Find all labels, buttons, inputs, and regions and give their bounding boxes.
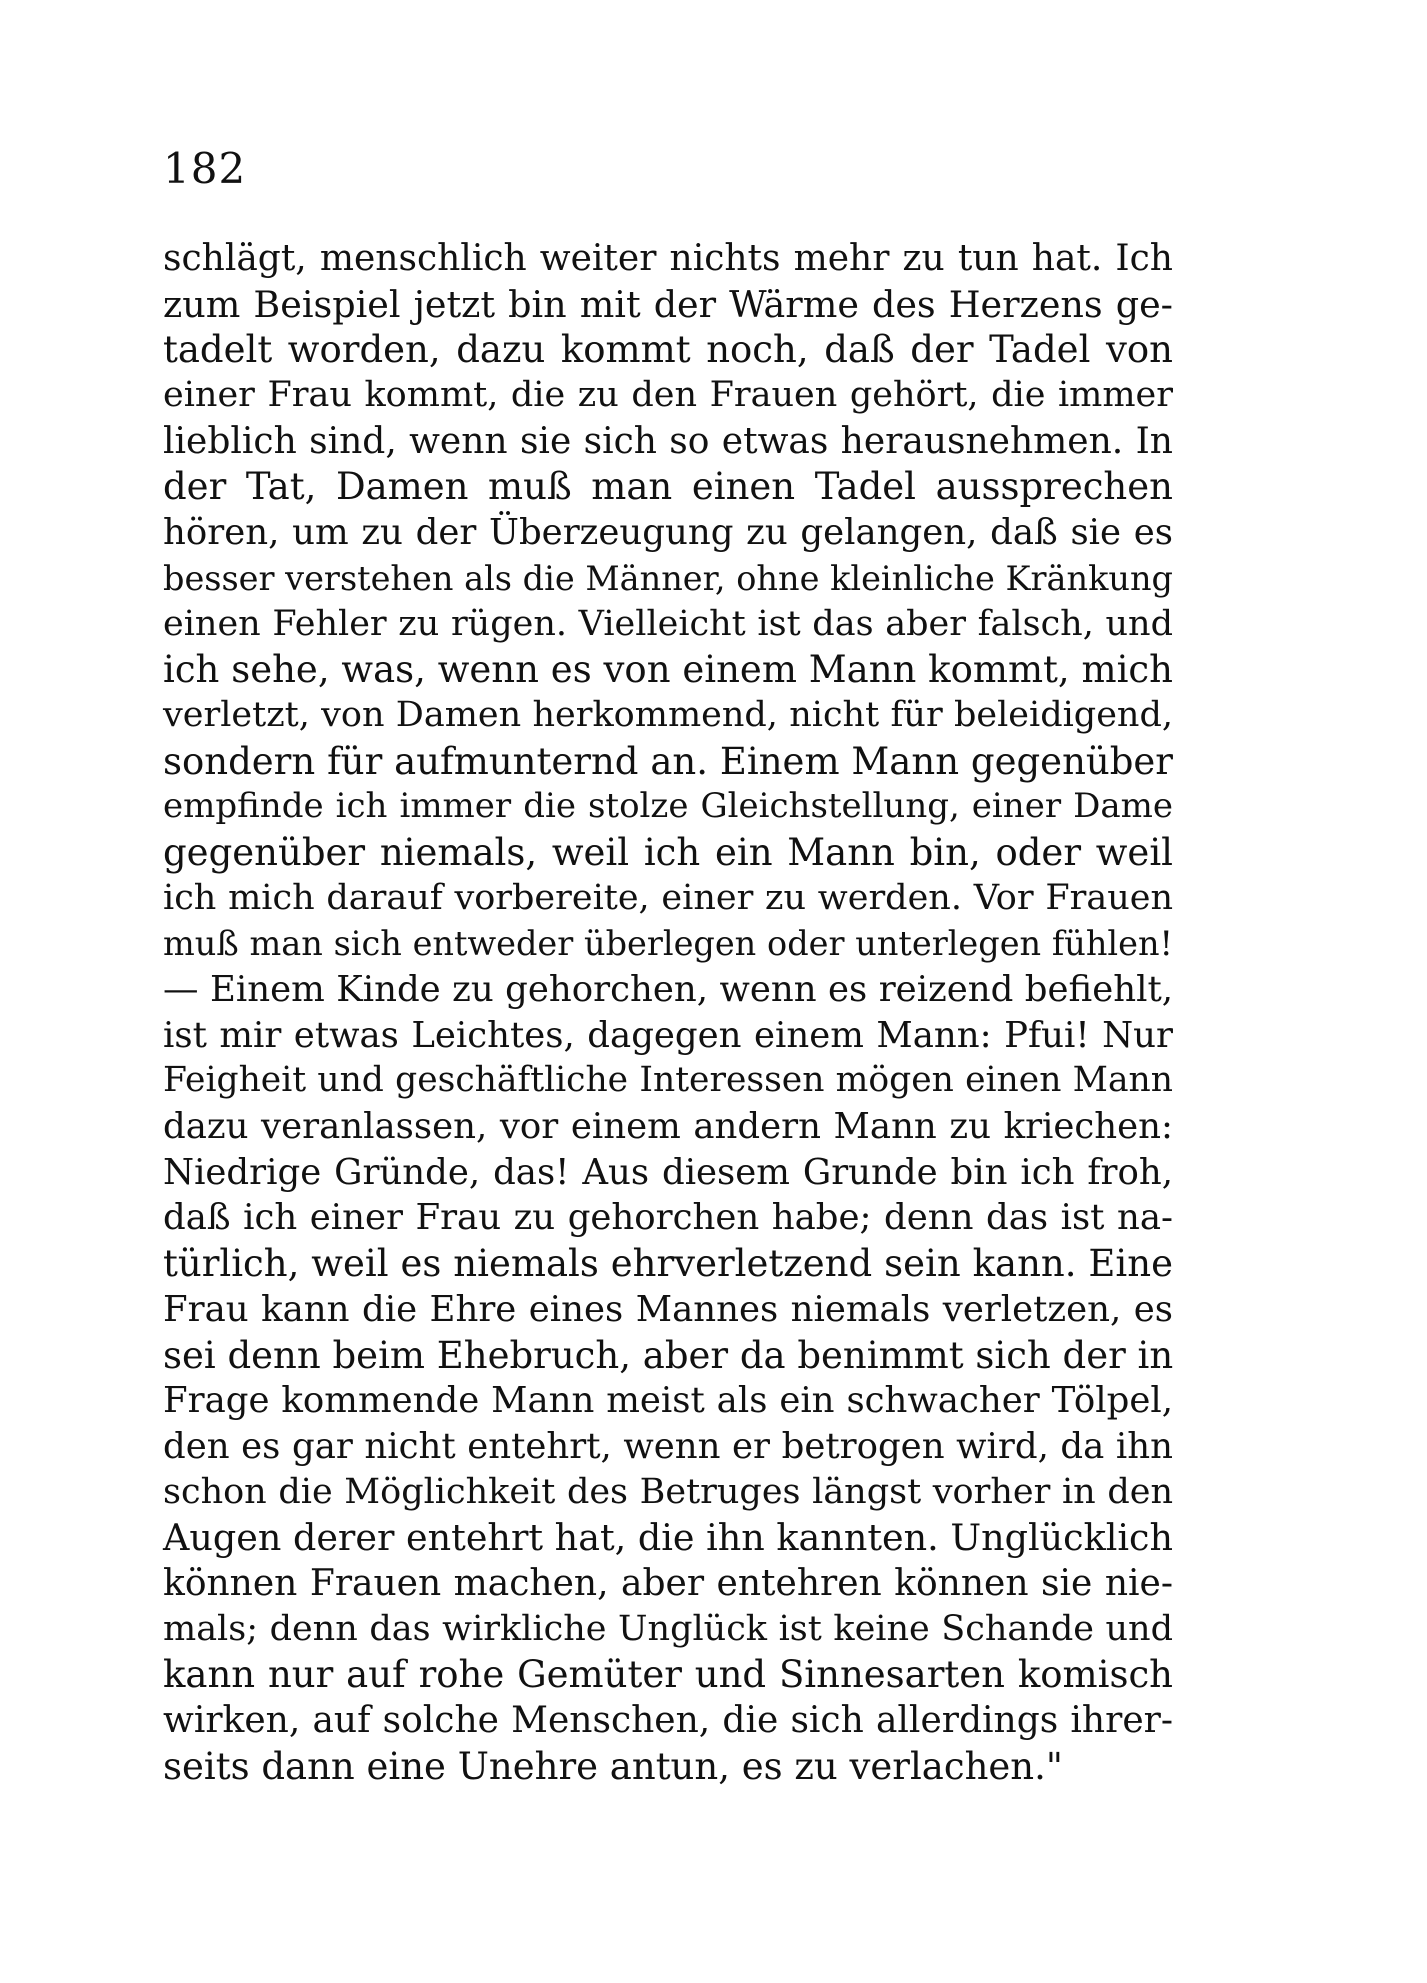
text-line: Frage kommende Mann meist als ein schwacher Tölpel,	[163, 1380, 1173, 1422]
page-number: 182	[163, 144, 247, 193]
text-line: einen Fehler zu rügen. Vielleicht ist das aber falsch, und	[163, 603, 1173, 644]
text-line: können Frauen machen, aber entehren können sie nie-	[163, 1562, 1173, 1604]
text-line: einer Frau kommt, die zu den Frauen gehört, die immer	[163, 375, 1173, 416]
text-line: Frau kann die Ehre eines Mannes niemals verletzen, es	[163, 1288, 1173, 1330]
text-line: schlägt, menschlich weiter nichts mehr zu tun hat. Ich	[163, 238, 1173, 279]
text-line: Augen derer entehrt hat, die ihn kannten. Unglücklich	[163, 1516, 1173, 1560]
text-line: sei denn beim Ehebruch, aber da benimmt sich der in	[163, 1333, 1174, 1377]
text-line: der Tat, Damen muß man einen Tadel aussprechen	[163, 465, 1173, 509]
text-line: gegenüber niemals, weil ich ein Mann bin, oder weil	[163, 830, 1173, 874]
text-line-last: seits dann eine Unehre antun, es zu verlachen."	[163, 1744, 1063, 1788]
text-line: schon die Möglichkeit des Betruges längst vorher in den	[163, 1471, 1173, 1512]
text-line: ich mich darauf vorbereite, einer zu werden. Vor Frauen	[163, 877, 1173, 918]
text-line: zum Beispiel jetzt bin mit der Wärme des Herzens ge-	[163, 282, 1173, 326]
text-line: daß ich einer Frau zu gehorchen habe; denn das ist na-	[163, 1197, 1173, 1239]
text-line: kann nur auf rohe Gemüter und Sinnesarten komisch	[163, 1653, 1173, 1697]
text-line: empfinde ich immer die stolze Gleichstellung, einer Dame	[163, 786, 1173, 827]
text-line: mals; denn das wirkliche Unglück ist keine Schande und	[163, 1608, 1173, 1649]
text-line: ist mir etwas Leichtes, dagegen einem Mann: Pfui! Nur	[163, 1014, 1173, 1056]
text-line: dazu veranlassen, vor einem andern Mann zu kriechen:	[163, 1106, 1173, 1148]
text-line: ich sehe, was, wenn es von einem Mann kommt, mich	[163, 648, 1173, 692]
text-line: den es gar nicht entehrt, wenn er betrogen wird, da ihn	[163, 1425, 1173, 1467]
text-line: — Einem Kinde zu gehorchen, wenn es reizend befiehlt,	[163, 969, 1173, 1010]
text-line: muß man sich entweder überlegen oder unterlegen fühlen!	[163, 924, 1173, 964]
text-line: Feigheit und geschäftliche Interessen mögen einen Mann	[163, 1060, 1173, 1101]
body-text	[163, 236, 1173, 1789]
text-line: lieblich sind, wenn sie sich so etwas herausnehmen. In	[163, 420, 1173, 462]
text-line: sondern für aufmunternd an. Einem Mann gegenüber	[163, 739, 1173, 783]
text-line: türlich, weil es niemals ehrverletzend sein kann. Eine	[163, 1242, 1173, 1286]
text-line: hören, um zu der Überzeugung zu gelangen, daß sie es	[163, 512, 1173, 554]
text-line: wirken, auf solche Menschen, die sich allerdings ihrer-	[163, 1700, 1173, 1741]
text-line: tadelt worden, dazu kommt noch, daß der Tadel von	[163, 328, 1173, 372]
text-line: besser verstehen als die Männer, ohne kleinliche Kränkung	[163, 558, 1173, 598]
text-line: verletzt, von Damen herkommend, nicht für beleidigend,	[163, 694, 1173, 735]
text-line: Niedrige Gründe, das! Aus diesem Grunde bin ich froh,	[163, 1151, 1173, 1193]
